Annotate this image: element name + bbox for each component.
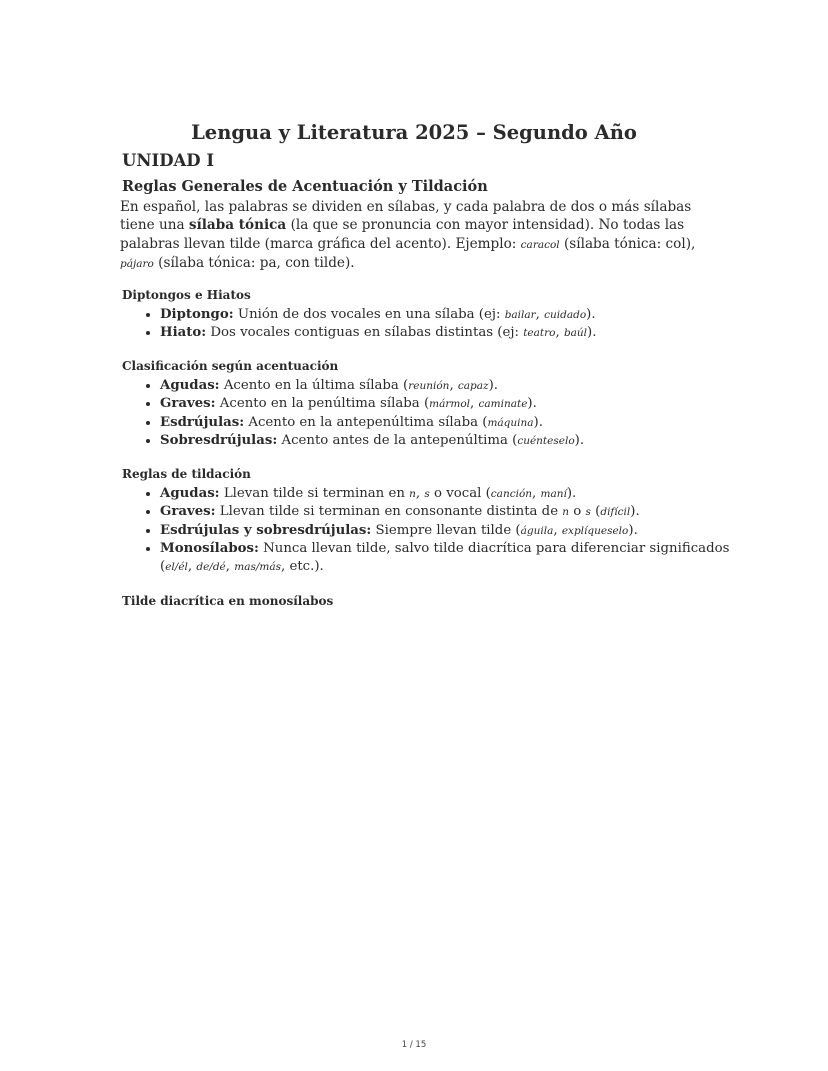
list-text: ).: [630, 504, 640, 520]
list-text: ,: [532, 486, 541, 501]
intro-paragraph: [120, 198, 720, 273]
list-term: Monosílabos:: [160, 540, 259, 556]
list-example: cuidado: [544, 309, 587, 321]
list-example: el/él: [165, 561, 188, 574]
list-text: ,: [553, 522, 562, 538]
page-number: 1 / 15: [401, 1040, 427, 1050]
intro-text: (la que se pronuncia con mayor intensidad). No todas las palabras llevan tilde (marca gráfica del acento). Ejemplo:: [120, 217, 685, 252]
intro-example: pájaro: [120, 257, 154, 270]
list-text: ).: [574, 432, 585, 448]
subheading-diptongos: Diptongos e Hiatos: [122, 288, 251, 302]
list-example: reunión: [408, 380, 450, 392]
list-text: Acento en la penúltima sílaba (: [215, 396, 430, 412]
list-term: Graves:: [160, 504, 216, 520]
list-text: ,: [225, 559, 235, 575]
unit-heading: UNIDAD I: [122, 151, 215, 170]
list-text: Nunca llevan tilde, salvo tilde diacrítica para diferenciar significados (: [160, 540, 730, 575]
subheading-tilde-diacritica: Tilde diacrítica en monosílabos: [122, 594, 334, 608]
list-text: ).: [527, 396, 537, 412]
list-example: teatro: [523, 327, 556, 340]
list-text: , etc.).: [281, 559, 324, 575]
list-example: bailar: [504, 309, 536, 321]
list-text: ).: [587, 325, 597, 341]
list-example: caminate: [478, 398, 528, 411]
subheading-clasificacion: Clasificación según acentuación: [122, 359, 339, 373]
list-example: s: [585, 506, 591, 519]
list-text: ).: [566, 486, 577, 501]
list-term: Hiato:: [160, 325, 207, 341]
list-example: s: [424, 488, 430, 500]
list-example: águila: [520, 524, 554, 537]
list-item: [160, 324, 740, 342]
page-title: Lengua y Literatura 2025 – Segundo Año: [191, 121, 637, 144]
list-text: Acento en la antepenúltima sílaba (: [244, 414, 488, 430]
list-text: ).: [488, 378, 498, 393]
list-text: Dos vocales contiguas en sílabas distintas (ej:: [206, 325, 524, 341]
list-example: capaz: [457, 380, 489, 392]
list-text: ).: [533, 414, 543, 430]
list-example: mas/más: [234, 561, 281, 574]
intro-bold-term: sílaba tónica: [188, 217, 287, 234]
list-item: [160, 414, 740, 432]
list-text: ,: [187, 559, 197, 575]
section-title: Reglas Generales de Acentuación y Tildación: [122, 178, 488, 195]
list-item: [160, 485, 740, 503]
list-text: ,: [535, 307, 545, 322]
list-text: Unión de dos vocales en una sílaba (ej:: [233, 307, 505, 322]
list-term: Graves:: [160, 396, 216, 412]
clasificacion-list: [143, 377, 740, 450]
list-example: máquina: [487, 416, 534, 429]
intro-example: caracol: [520, 238, 560, 251]
list-example: canción: [490, 488, 533, 500]
list-text: Siempre llevan tilde (: [371, 522, 521, 538]
list-example: de/dé: [196, 561, 226, 574]
list-text: o: [569, 504, 586, 520]
subheading-reglas: Reglas de tildación: [122, 467, 251, 481]
list-text: ).: [628, 522, 638, 538]
reglas-list: [143, 485, 740, 576]
list-item: [160, 306, 740, 324]
list-item: [160, 540, 740, 577]
list-term: Esdrújulas y sobresdrújulas:: [160, 522, 372, 538]
list-text: ).: [586, 307, 596, 322]
list-text: o vocal (: [429, 486, 491, 501]
list-item: [160, 522, 740, 540]
diptongos-list: [143, 306, 740, 343]
list-text: ,: [415, 486, 425, 501]
intro-text: (sílaba tónica: pa, con tilde).: [153, 254, 355, 271]
list-item: [160, 395, 740, 413]
list-example: explíqueselo: [561, 524, 629, 537]
list-term: Diptongo:: [160, 307, 234, 322]
list-example: difícil: [600, 506, 631, 519]
intro-text: (sílaba tónica: col),: [559, 235, 696, 252]
list-example: n: [409, 488, 416, 500]
list-item: [160, 377, 740, 395]
list-text: ,: [555, 325, 564, 341]
list-example: baúl: [563, 327, 588, 340]
list-term: Agudas:: [160, 378, 220, 393]
intro-text: En español, las palabras se dividen en sílabas, y cada palabra de dos o más sílabas tiene una: [120, 199, 692, 234]
list-term: Esdrújulas:: [160, 414, 245, 430]
list-text: Llevan tilde si terminan en consonante distinta de: [215, 504, 563, 520]
list-term: Agudas:: [160, 486, 220, 501]
list-text: ,: [470, 396, 479, 412]
list-text: Acento antes de la antepenúltima (: [277, 432, 518, 448]
list-text: Acento en la última sílaba (: [219, 378, 409, 393]
list-example: cuénteselo: [517, 434, 575, 447]
list-example: n: [562, 506, 570, 519]
list-term: Sobresdrújulas:: [160, 432, 278, 448]
list-text: (: [590, 504, 601, 520]
list-example: maní: [540, 488, 567, 500]
list-item: [160, 432, 740, 450]
list-text: Llevan tilde si terminan en: [219, 486, 410, 501]
list-example: mármol: [429, 398, 471, 411]
list-item: [160, 503, 740, 521]
list-text: ,: [449, 378, 458, 393]
